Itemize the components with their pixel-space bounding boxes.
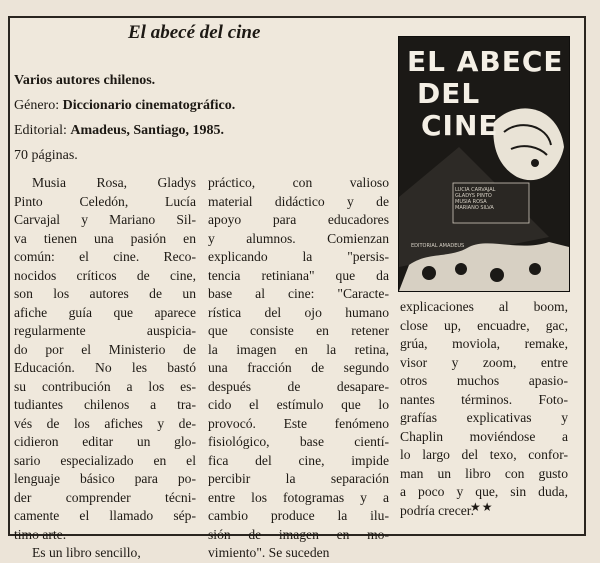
- text-line: grúa, moviola, remake,: [400, 336, 568, 351]
- article-title: El abecé del cine: [128, 22, 261, 43]
- text-line: timo arte.: [14, 526, 67, 542]
- text-line: nocidos críticos de cine,: [14, 267, 196, 283]
- text-line: cambio produce la ilu-: [208, 508, 389, 523]
- text-line: base al cine: "Caracte-: [208, 286, 389, 301]
- text-line: lo largo del texo, confor-: [400, 447, 568, 462]
- text-line: apoyo para educadores: [208, 212, 389, 227]
- text-line: tudiantes chilenos a tra-: [14, 397, 196, 412]
- text-line: podría crecer.: [400, 502, 474, 518]
- text-line: Educación. No les bastó: [14, 360, 196, 375]
- text-line: vés de los afiches y de-: [14, 415, 196, 431]
- text-line: sario especializado en el: [14, 452, 196, 468]
- text-line: lenguaje básico para po-: [14, 471, 196, 486]
- text-line: su contribución a los es-: [14, 378, 196, 394]
- text-line: Musia Rosa, Gladys: [32, 175, 196, 190]
- text-line: regularmente auspicia-: [14, 323, 196, 338]
- authors-line: Varios autores chilenos.: [14, 73, 156, 88]
- publisher-line: Editorial: Amadeus, Santiago, 1985.: [14, 123, 225, 138]
- text-line: der comprender técni-: [14, 489, 196, 505]
- text-line: explicaciones al boom,: [400, 299, 568, 314]
- column-2: [208, 174, 389, 563]
- text-line: provocó. Este fenómeno: [208, 415, 389, 431]
- rating-stars: ★★: [470, 500, 494, 514]
- text-line: camente el llamado sép-: [14, 508, 196, 523]
- cover-title-line-2: DEL: [417, 77, 481, 110]
- text-line: fica del cine, impide: [208, 452, 389, 468]
- text-line: grafías explicativas y: [400, 410, 568, 425]
- text-line: rística del ojo humano: [208, 304, 389, 320]
- cover-publisher: EDITORIAL AMADEUS: [411, 243, 465, 249]
- genre-line: Género: Diccionario cinematográfico.: [14, 98, 236, 113]
- text-line: close up, encuadre, gac,: [400, 317, 568, 333]
- text-line: Pinto Celedón, Lucía: [14, 193, 196, 209]
- text-line: Carvajal y Mariano Sil-: [14, 212, 196, 227]
- column-3: [400, 298, 568, 520]
- text-line: percibir la separación: [208, 471, 389, 486]
- book-cover-image: [398, 36, 570, 292]
- text-line: después de desapare-: [208, 378, 389, 394]
- column-1: [14, 174, 196, 563]
- text-line: cidieron editar un glo-: [14, 434, 196, 449]
- text-line: sión de imagen en mo-: [208, 526, 389, 542]
- text-line: afiche guía que aparece: [14, 304, 196, 320]
- text-line: a poco y que, sin duda,: [400, 484, 568, 499]
- text-line: que consiste en retener: [208, 323, 389, 338]
- text-line: práctico, con valioso: [208, 175, 389, 190]
- text-line: tencia retiniana" que da: [208, 267, 389, 283]
- cover-authors: LUCIA CARVAJAL GLADYS PINTO MUSIA ROSA MARIANO SILVA: [455, 187, 496, 211]
- cover-title-line-1: EL ABECE: [407, 45, 564, 78]
- cover-title-line-3: CINE: [421, 109, 499, 142]
- text-line: vimiento". Se suceden: [208, 545, 330, 560]
- text-line: otros muchos apasio-: [400, 373, 568, 388]
- text-line: cido el estímulo que lo: [208, 397, 389, 412]
- text-line: una fracción de segundo: [208, 360, 389, 375]
- text-line: y alumnos. Comienzan: [208, 230, 389, 246]
- text-line: son los autores de un: [14, 286, 196, 301]
- text-line: entre los fotogramas y a: [208, 489, 389, 505]
- text-line: man un libro con gusto: [400, 465, 568, 481]
- text-line: fisiológico, base cientí-: [208, 434, 389, 449]
- text-line: do por el Ministerio de: [14, 341, 196, 357]
- text-line: Chaplin moviéndose a: [400, 428, 568, 444]
- text-line: va tienen una pasión en: [14, 230, 196, 246]
- text-line: la imagen en la retina,: [208, 341, 389, 357]
- text-line: Es un libro sencillo,: [32, 545, 141, 560]
- pages-line: 70 páginas.: [14, 148, 78, 163]
- text-line: visor y zoom, entre: [400, 354, 568, 370]
- text-line: común: el cine. Reco-: [14, 249, 196, 264]
- text-line: explicando la "persis-: [208, 249, 389, 264]
- text-line: material didáctico y de: [208, 193, 389, 209]
- text-line: nantes términos. Foto-: [400, 391, 568, 407]
